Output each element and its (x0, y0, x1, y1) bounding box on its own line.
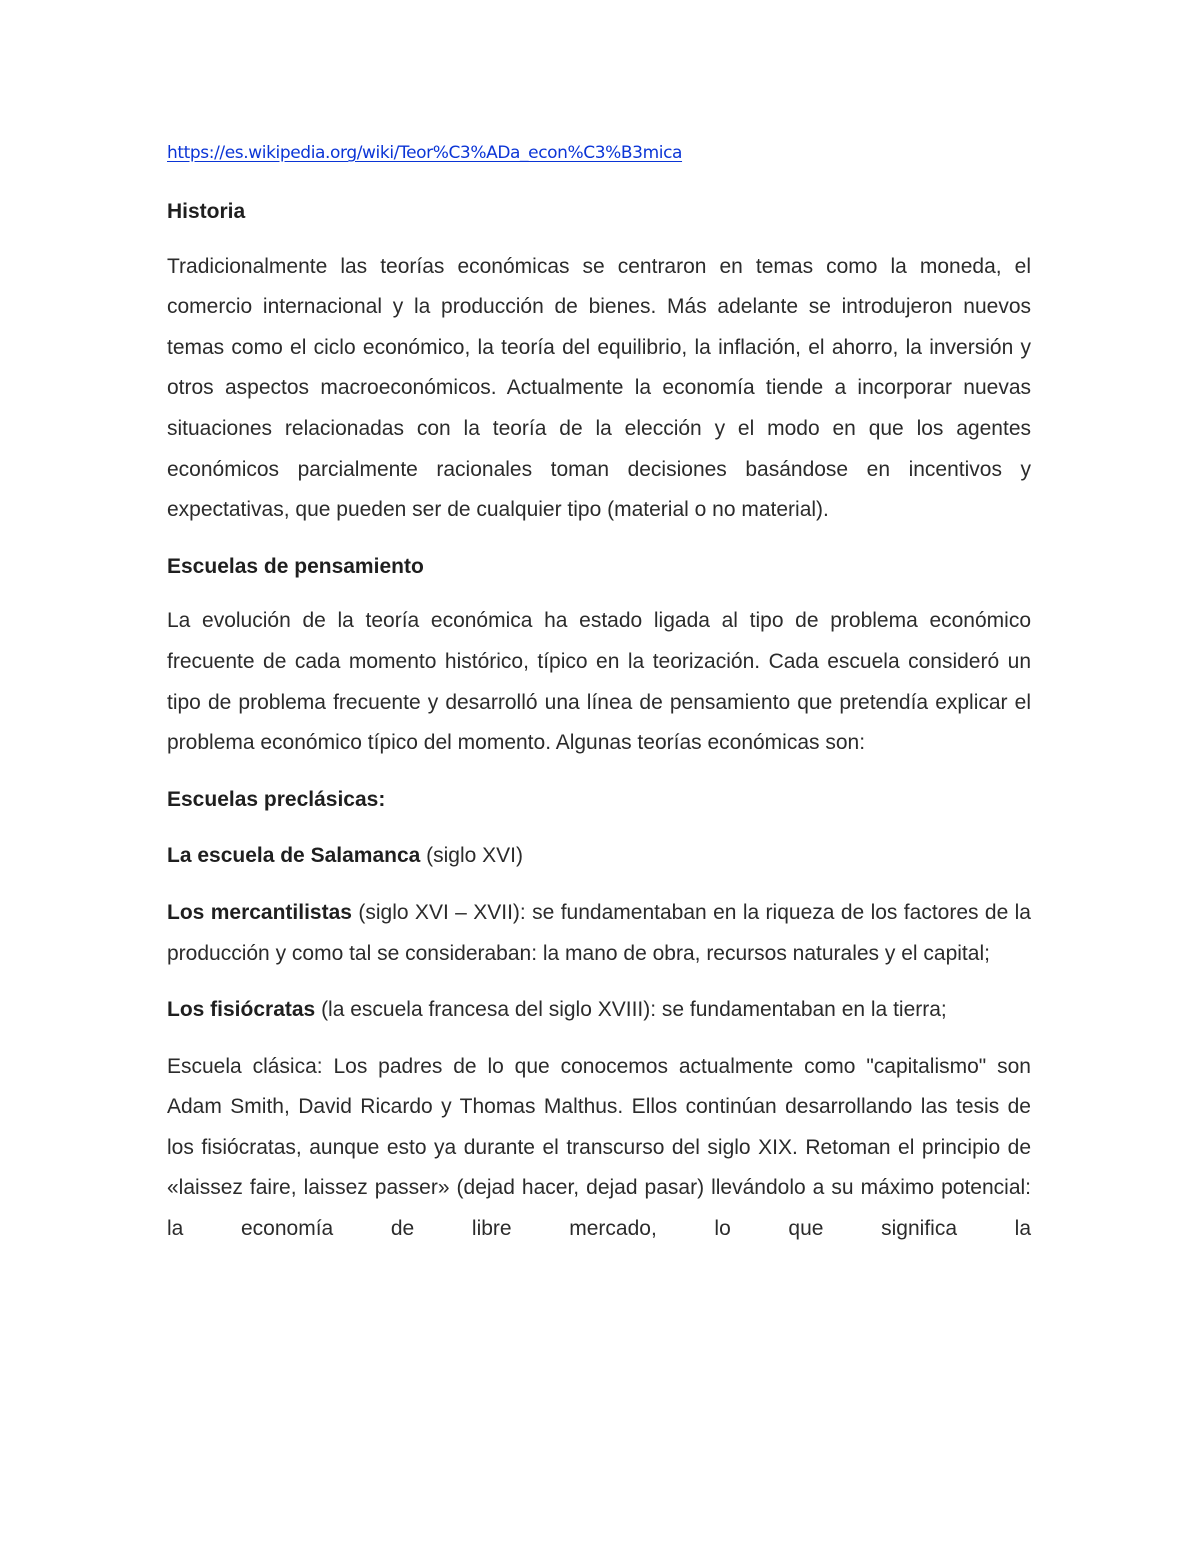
wikipedia-link[interactable]: https://es.wikipedia.org/wiki/Teor%C3%ADa_econ%C3%B3mica (167, 143, 683, 163)
entry-mercantilistas-title: Los mercantilistas (167, 900, 352, 924)
entry-salamanca (167, 836, 1031, 877)
entry-mercantilistas (167, 893, 1031, 974)
heading-historia: Historia (167, 200, 246, 223)
entry-fisiocratas (167, 990, 1031, 1031)
paragraph-historia: Tradicionalmente las teorías económicas se centraron en temas como la moneda, el comercio internacional y la producción de bienes. Más adelante se introdujeron nuevos temas como el ciclo económico, la teoría del equilibrio, la inflación, el ahorro, la inversión y otros aspectos macroeconómicos. Actualmente la economía tiende a incorporar nuevas situaciones relacionadas con la teoría de la elección y el modo en que los agentes económicos parcialmente racionales toman decisiones basándose en incentivos y expectativas, que pueden ser de cualquier tipo (material o no material). (167, 254, 1031, 522)
document-content (167, 138, 1031, 1250)
heading-escuelas-preclasicas: Escuelas preclásicas: (167, 787, 386, 811)
paragraph-escuelas-pensamiento: La evolución de la teoría económica ha estado ligada al tipo de problema económico frecuente de cada momento histórico, típico en la teorización. Cada escuela consideró un tipo de problema frecuente y desarrolló una línea de pensamiento que pretendía explicar el problema económico típico del momento. Algunas teorías económicas son: (167, 609, 1031, 755)
entry-salamanca-text: (siglo XVI) (420, 844, 524, 868)
entry-fisiocratas-text: (la escuela francesa del siglo XVIII): se fundamentaban en la tierra; (315, 998, 947, 1022)
heading-escuelas-pensamiento: Escuelas de pensamiento (167, 554, 424, 578)
paragraph-escuela-clasica: Escuela clásica: Los padres de lo que conocemos actualmente como "capitalismo" son Adam Smith, David Ricardo y Thomas Malthus. Ellos continúan desarrollando las tesis de los fisiócratas, aunque esto ya durante el transcurso del siglo XIX. Retoman el principio de «laissez faire, laissez passer» (dejad hacer, dejad pasar) llevándolo a su máximo potencial: la economía de libre mercado, lo que significa la (167, 1054, 1031, 1241)
entry-salamanca-title: La escuela de Salamanca (167, 844, 421, 868)
entry-fisiocratas-title: Los fisiócratas (167, 998, 316, 1022)
entry-mercantilistas-text: (siglo XVI – XVII): se fundamentaban en la riqueza de los factores de la producción y como tal se consideraban: la mano de obra, recursos naturales y el capital; (167, 900, 1031, 965)
